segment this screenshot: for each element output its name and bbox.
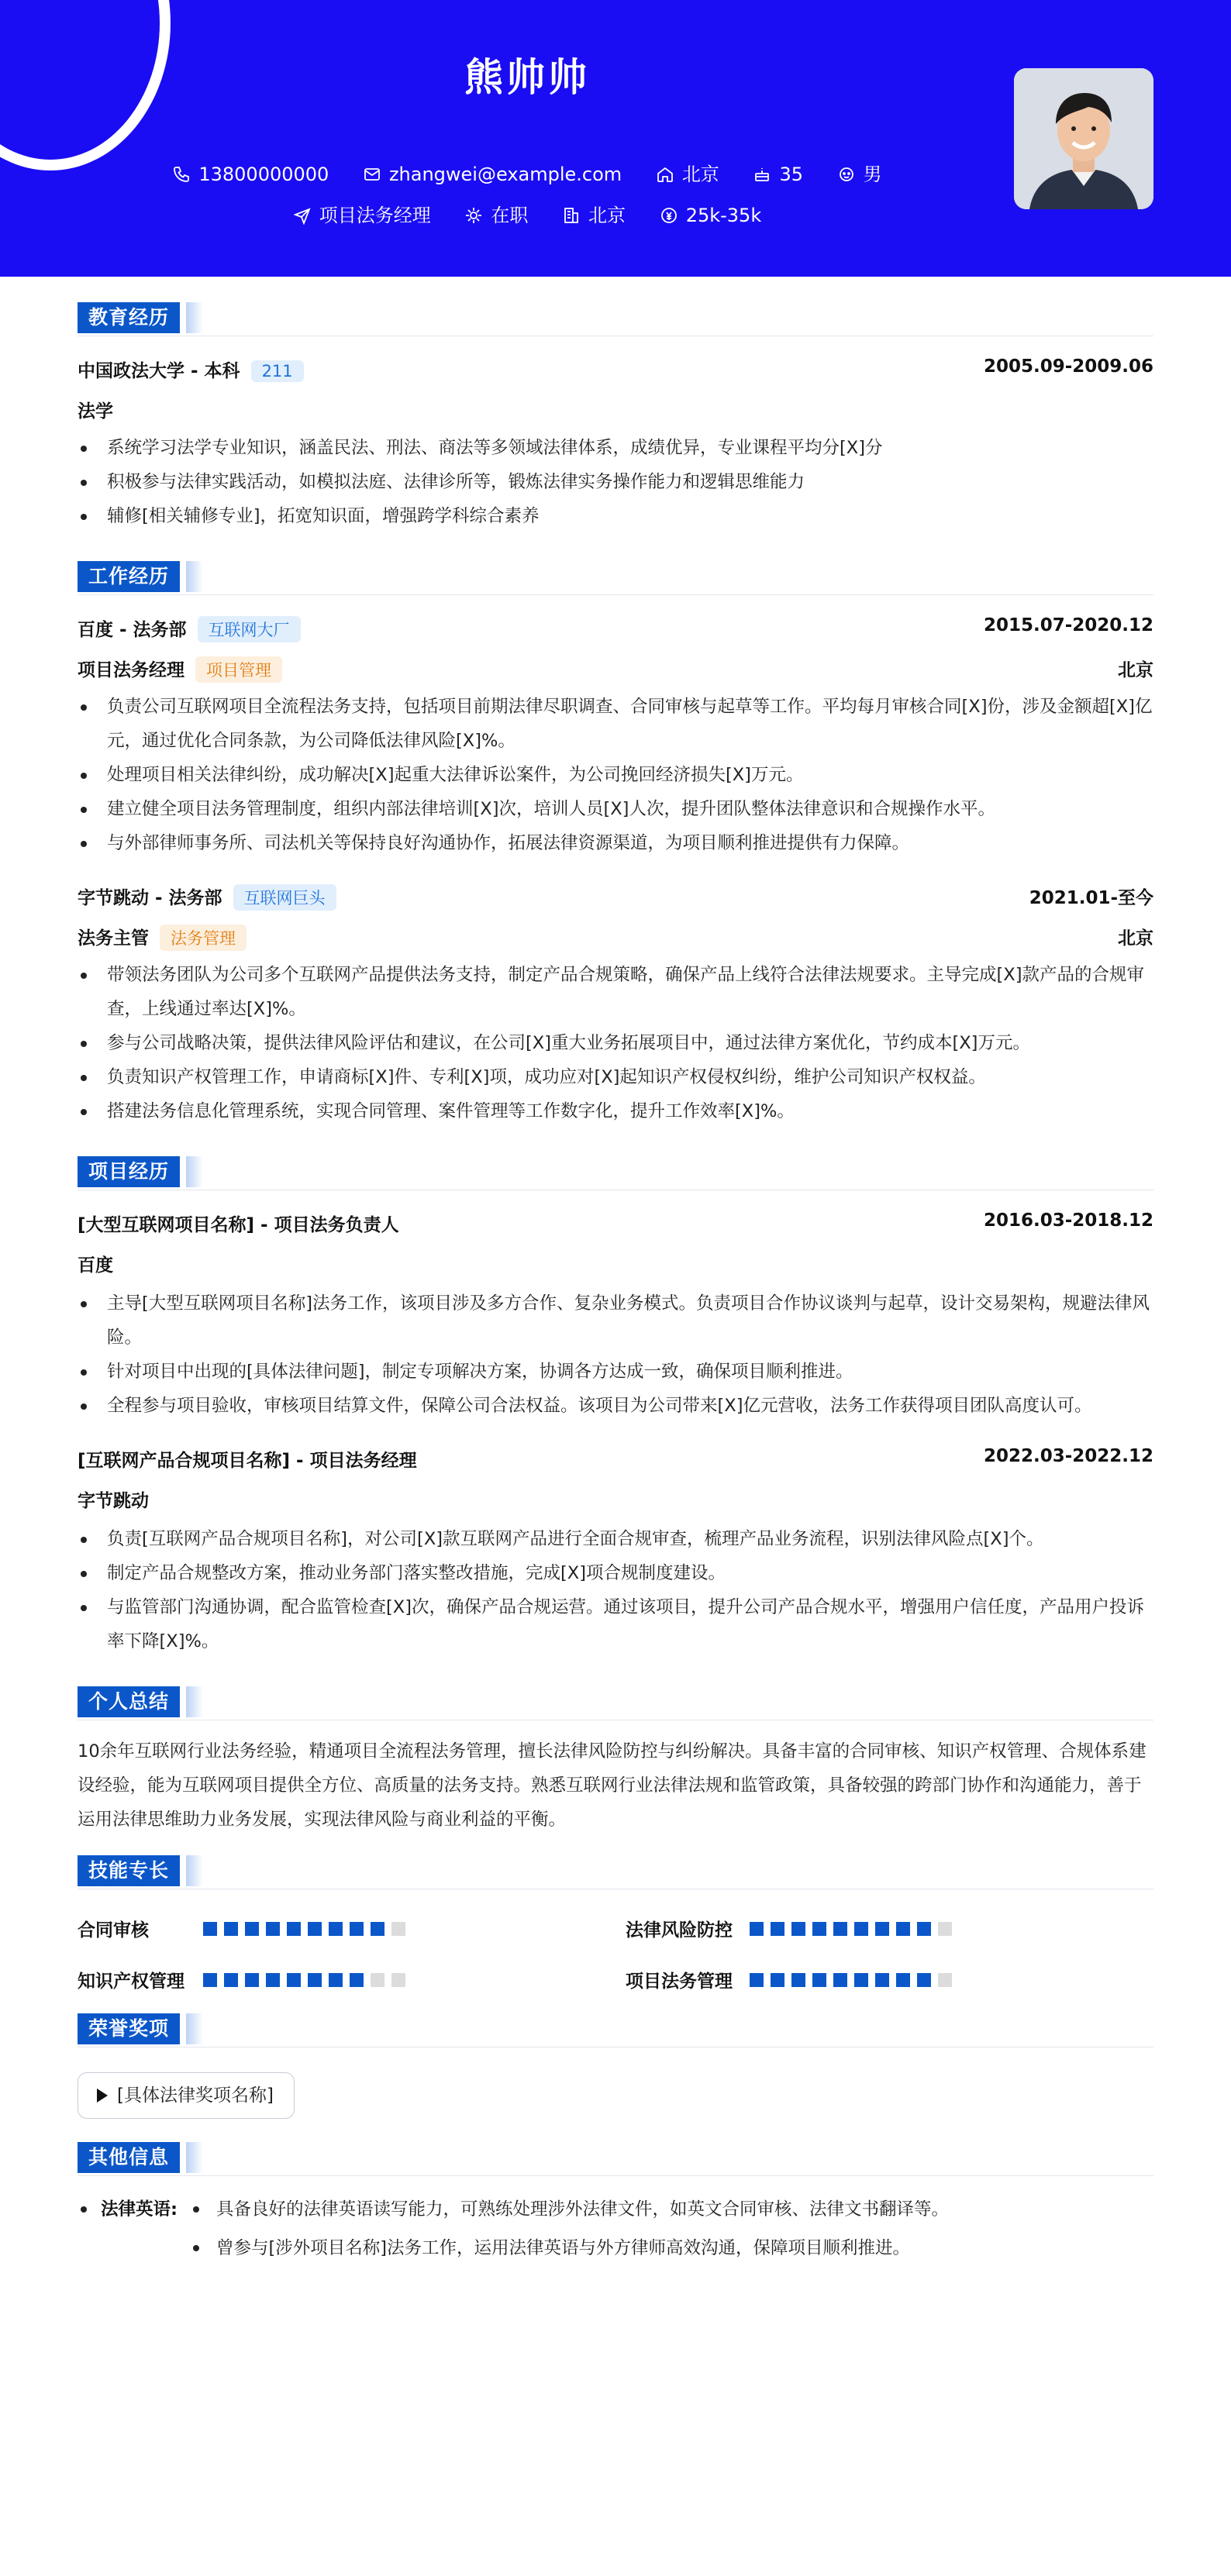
job-role-line	[78, 913, 1153, 953]
list-item: 全程参与项目验收，审核项目结算文件，保障公司合法权益。该项目为公司带来[X]亿元营收，法务工作获得项目团队高度认可。	[78, 1389, 1153, 1423]
skill-dot-filled	[854, 1922, 868, 1936]
list-item: 处理项目相关法律纠纷，成功解决[X]起重大法律诉讼案件，为公司挽回经济损失[X]万元。	[78, 758, 1153, 792]
skill-dot-empty	[391, 1922, 405, 1936]
skill-dot-filled	[812, 1973, 826, 1987]
skill-dot-filled	[329, 1922, 343, 1936]
section-other	[78, 2142, 1153, 2176]
list-item: 具备良好的法律英语读写能力，可熟练处理涉外法律文件，如英文合同审核、法律文书翻译等。	[190, 2190, 949, 2229]
skill-dot-filled	[791, 1922, 805, 1936]
list-item: 制定产品合规整改方案，推动业务部门落实整改措施，完成[X]项合规制度建设。	[78, 1556, 1153, 1590]
skill-dot-filled	[350, 1922, 364, 1936]
job-period: 2015.07-2020.12	[983, 615, 1153, 635]
role-tag: 项目管理	[195, 656, 282, 683]
list-item: 搭建法务信息化管理系统，实现合同管理、案件管理等工作数字化，提升工作效率[X]%。	[78, 1094, 1153, 1128]
skill-dot-filled	[329, 1973, 343, 1987]
skill-dot-filled	[224, 1922, 238, 1936]
money-icon	[660, 206, 678, 225]
skill-dot-filled	[917, 1922, 931, 1936]
list-item: 带领法务团队为公司多个互联网产品提供法务支持，制定产品合规策略，确保产品上线符合法律法规要求。主导完成[X]款产品的合规审查，上线通过率达[X]%。	[78, 958, 1153, 1026]
list-item: 主导[大型互联网项目名称]法务工作，该项目涉及多方合作、复杂业务模式。负责项目合作协议谈判与起草，设计交易架构，规避法律风险。	[78, 1286, 1153, 1355]
list-item: 负责知识产权管理工作，申请商标[X]件、专利[X]项，成功应对[X]起知识产权侵权纠纷，维护公司知识产权权益。	[78, 1060, 1153, 1094]
education-bullets	[78, 431, 1153, 533]
list-item: 系统学习法学专业知识，涵盖民法、刑法、商法等多领域法律体系，成绩优异，专业课程平均分[X]分	[78, 431, 1153, 465]
mail-icon	[363, 165, 381, 184]
skills-grid	[78, 1899, 1153, 2007]
salary-text: 25k-35k	[685, 205, 762, 226]
section-work	[78, 561, 1153, 595]
skill-dot-filled	[917, 1973, 931, 1987]
skill-dot-filled	[875, 1922, 889, 1936]
title-tail	[186, 1156, 203, 1187]
list-item: 负责公司互联网项目全流程法务支持，包括项目前期法律尽职调查、合同审核与起草等工作。平均每月审核合同[X]份，涉及金额超[X]亿元，通过优化合同条款，为公司降低法律风险[X]%。	[78, 690, 1153, 758]
phone-item	[172, 164, 329, 185]
home-icon	[656, 165, 674, 184]
project-name: [大型互联网项目名称] - 项目法务负责人	[78, 1215, 399, 1235]
title-tail	[186, 302, 203, 333]
school-tag: 211	[251, 360, 304, 382]
skill-dot-filled	[812, 1922, 826, 1936]
project-header	[78, 1435, 1153, 1476]
job-intent-row	[0, 200, 1054, 227]
list-item: 负责[互联网产品合规项目名称]，对公司[X]款互联网产品进行全面合规审查，梳理产品业务流程，识别法律风险点[X]个。	[78, 1522, 1153, 1556]
age-text: 35	[779, 164, 803, 185]
email-item	[363, 164, 622, 185]
phone-text: 13800000000	[198, 164, 329, 185]
skill-dot-filled	[771, 1922, 784, 1936]
skill-dot-filled	[287, 1922, 301, 1936]
list-item: 参与公司战略决策，提供法律风险评估和建议，在公司[X]重大业务拓展项目中，通过法律方案优化，节约成本[X]万元。	[78, 1026, 1153, 1060]
section-education	[78, 302, 1153, 336]
skill-name: 知识产权管理	[78, 1972, 184, 1992]
send-icon	[293, 206, 312, 225]
skill-dot-filled	[350, 1973, 364, 1987]
other-key: 法律英语:	[78, 2190, 178, 2229]
project-bullets	[78, 1522, 1153, 1658]
title-tail	[186, 561, 203, 592]
company-tag: 互联网大厂	[198, 616, 301, 642]
job-header	[78, 604, 1153, 645]
job-location: 北京	[1118, 928, 1153, 949]
skill-dot-empty	[371, 1973, 384, 1987]
skill-dot-empty	[938, 1973, 952, 1987]
skill-dot-filled	[896, 1973, 910, 1987]
list-item: 积极参与法律实践活动，如模拟法庭、法律诊所等，锻炼法律实务操作能力和逻辑思维能力	[78, 465, 1153, 499]
status-item	[464, 200, 528, 227]
job-location: 北京	[1118, 660, 1153, 680]
project-name: [互联网产品合规项目名称] - 项目法务经理	[78, 1451, 417, 1471]
school-name: 中国政法大学 - 本科	[78, 361, 240, 381]
list-item: 与监管部门沟通协调，配合监管检查[X]次，确保产品合规运营。通过该项目，提升公司产品合规水平，增强用户信任度，产品用户投诉率下降[X]%。	[78, 1590, 1153, 1658]
skill-dot-filled	[750, 1973, 764, 1987]
cake-icon	[753, 165, 771, 184]
project-header	[78, 1200, 1153, 1240]
title-tail	[186, 2142, 203, 2173]
job-period: 2021.01-至今	[1029, 888, 1153, 908]
resume-header	[0, 0, 1231, 277]
skill-dot-filled	[833, 1922, 847, 1936]
position-item	[293, 200, 431, 227]
title-tail	[186, 2013, 203, 2044]
skill-dot-empty	[938, 1922, 952, 1936]
skill-dot-filled	[245, 1922, 259, 1936]
skill-dot-filled	[287, 1973, 301, 1987]
project-company: 字节跳动	[78, 1491, 149, 1511]
section-skills	[78, 1855, 1153, 1889]
list-item: 辅修[相关辅修专业]，拓宽知识面，增强跨学科综合素养	[78, 499, 1153, 533]
company-tag: 互联网巨头	[233, 884, 336, 911]
project-period: 2016.03-2018.12	[983, 1211, 1153, 1231]
list-item: 建立健全项目法务管理制度，组织内部法律培训[X]次，培训人员[X]人次，提升团队整体法律意识和合规操作水平。	[78, 792, 1153, 826]
skill-level	[203, 1920, 412, 1941]
skill-dot-filled	[750, 1922, 764, 1936]
education-header	[78, 346, 1153, 386]
list-item: 曾参与[涉外项目名称]法务工作，运用法律英语与外方律师高效沟通，保障项目顺利推进。	[190, 2229, 949, 2268]
skill-level	[750, 1920, 959, 1941]
section-projects	[78, 1156, 1153, 1190]
skill-dot-filled	[203, 1973, 217, 1987]
candidate-name: 熊帅帅	[464, 55, 590, 100]
company-name: 百度 - 法务部	[78, 620, 187, 640]
skill-dot-filled	[308, 1973, 322, 1987]
profile-photo	[1014, 68, 1153, 209]
skill-dot-filled	[266, 1922, 280, 1936]
skill-dot-filled	[308, 1922, 322, 1936]
city-item	[562, 200, 626, 227]
skill-name: 项目法务管理	[626, 1972, 733, 1992]
skill-dot-empty	[391, 1973, 405, 1987]
skill-name: 合同审核	[78, 1920, 149, 1941]
position-text: 项目法务经理	[319, 205, 431, 226]
company-name: 字节跳动 - 法务部	[78, 888, 222, 908]
section-title: 教育经历	[78, 302, 180, 333]
skill-level	[750, 1972, 959, 1992]
job-role: 法务主管	[78, 928, 149, 949]
award-item[interactable]	[78, 2072, 295, 2119]
skill-level	[203, 1972, 412, 1992]
education-period: 2005.09-2009.06	[983, 356, 1153, 377]
skill-dot-filled	[875, 1973, 889, 1987]
section-title: 其他信息	[78, 2142, 180, 2173]
skill-dot-filled	[771, 1973, 784, 1987]
award-name: [具体法律奖项名称]	[117, 2085, 274, 2106]
skill-dot-filled	[203, 1922, 217, 1936]
role-tag: 法务管理	[160, 925, 247, 951]
skill-dot-filled	[854, 1973, 868, 1987]
title-tail	[186, 1686, 203, 1717]
project-company: 百度	[78, 1255, 113, 1276]
building-icon	[562, 206, 581, 225]
skill-dot-filled	[371, 1922, 384, 1936]
summary-text: 10余年互联网行业法务经验，精通项目全流程法务管理，擅长法律风险防控与纠纷解决。具备丰富的合同审核、知识产权管理、合规体系建设经验，能为互联网项目提供全方位、高质量的法务支持。熟悉互联网行业法律法规和监管政策，具备较强的跨部门协作和沟通能力，善于运用法律思维助力业务发展，实现法律风险与商业利益的平衡。	[78, 1741, 1147, 1830]
title-tail	[186, 1855, 203, 1886]
section-title: 项目经历	[78, 1156, 180, 1187]
hometown-text: 北京	[681, 164, 719, 185]
skill-dot-filled	[266, 1973, 280, 1987]
other-info	[78, 2190, 1153, 2268]
section-title: 技能专长	[78, 1855, 180, 1886]
email-text: zhangwei@example.com	[388, 164, 622, 185]
city-text: 北京	[588, 205, 626, 226]
gender-icon	[837, 165, 856, 184]
skill-dot-filled	[224, 1973, 238, 1987]
skill-dot-filled	[245, 1973, 259, 1987]
job-role-line	[78, 645, 1153, 685]
salary-item	[660, 205, 762, 226]
skill-dot-filled	[791, 1973, 805, 1987]
phone-icon	[172, 165, 191, 184]
contact-row	[0, 159, 1054, 186]
play-triangle-icon	[97, 2089, 108, 2102]
job-header	[78, 873, 1153, 913]
list-item: 与外部律师事务所、司法机关等保持良好沟通协作，拓展法律资源渠道，为项目顺利推进提供有力保障。	[78, 826, 1153, 860]
list-item: 针对项目中出现的[具体法律问题]，制定专项解决方案，协调各方达成一致，确保项目顺利推进。	[78, 1355, 1153, 1389]
section-title: 工作经历	[78, 561, 180, 592]
section-awards	[78, 2013, 1153, 2047]
job-role: 项目法务经理	[78, 660, 184, 680]
avatar-illustration	[1014, 68, 1153, 209]
resume-body	[78, 277, 1153, 2268]
section-summary	[78, 1686, 1153, 1720]
project-period: 2022.03-2022.12	[983, 1446, 1153, 1466]
skill-name: 法律风险防控	[626, 1920, 733, 1941]
major: 法学	[78, 401, 113, 422]
job-bullets	[78, 690, 1153, 860]
gender-item	[837, 159, 882, 186]
other-bullets	[190, 2190, 949, 2268]
project-bullets	[78, 1286, 1153, 1423]
age-item	[753, 164, 803, 185]
section-title: 个人总结	[78, 1686, 180, 1717]
skill-dot-filled	[833, 1973, 847, 1987]
hometown-item	[656, 159, 719, 186]
section-title: 荣誉奖项	[78, 2013, 180, 2044]
status-text: 在职	[491, 205, 529, 226]
status-icon	[464, 206, 483, 225]
skill-dot-filled	[896, 1922, 910, 1936]
gender-text: 男	[863, 164, 882, 185]
job-bullets	[78, 958, 1153, 1128]
